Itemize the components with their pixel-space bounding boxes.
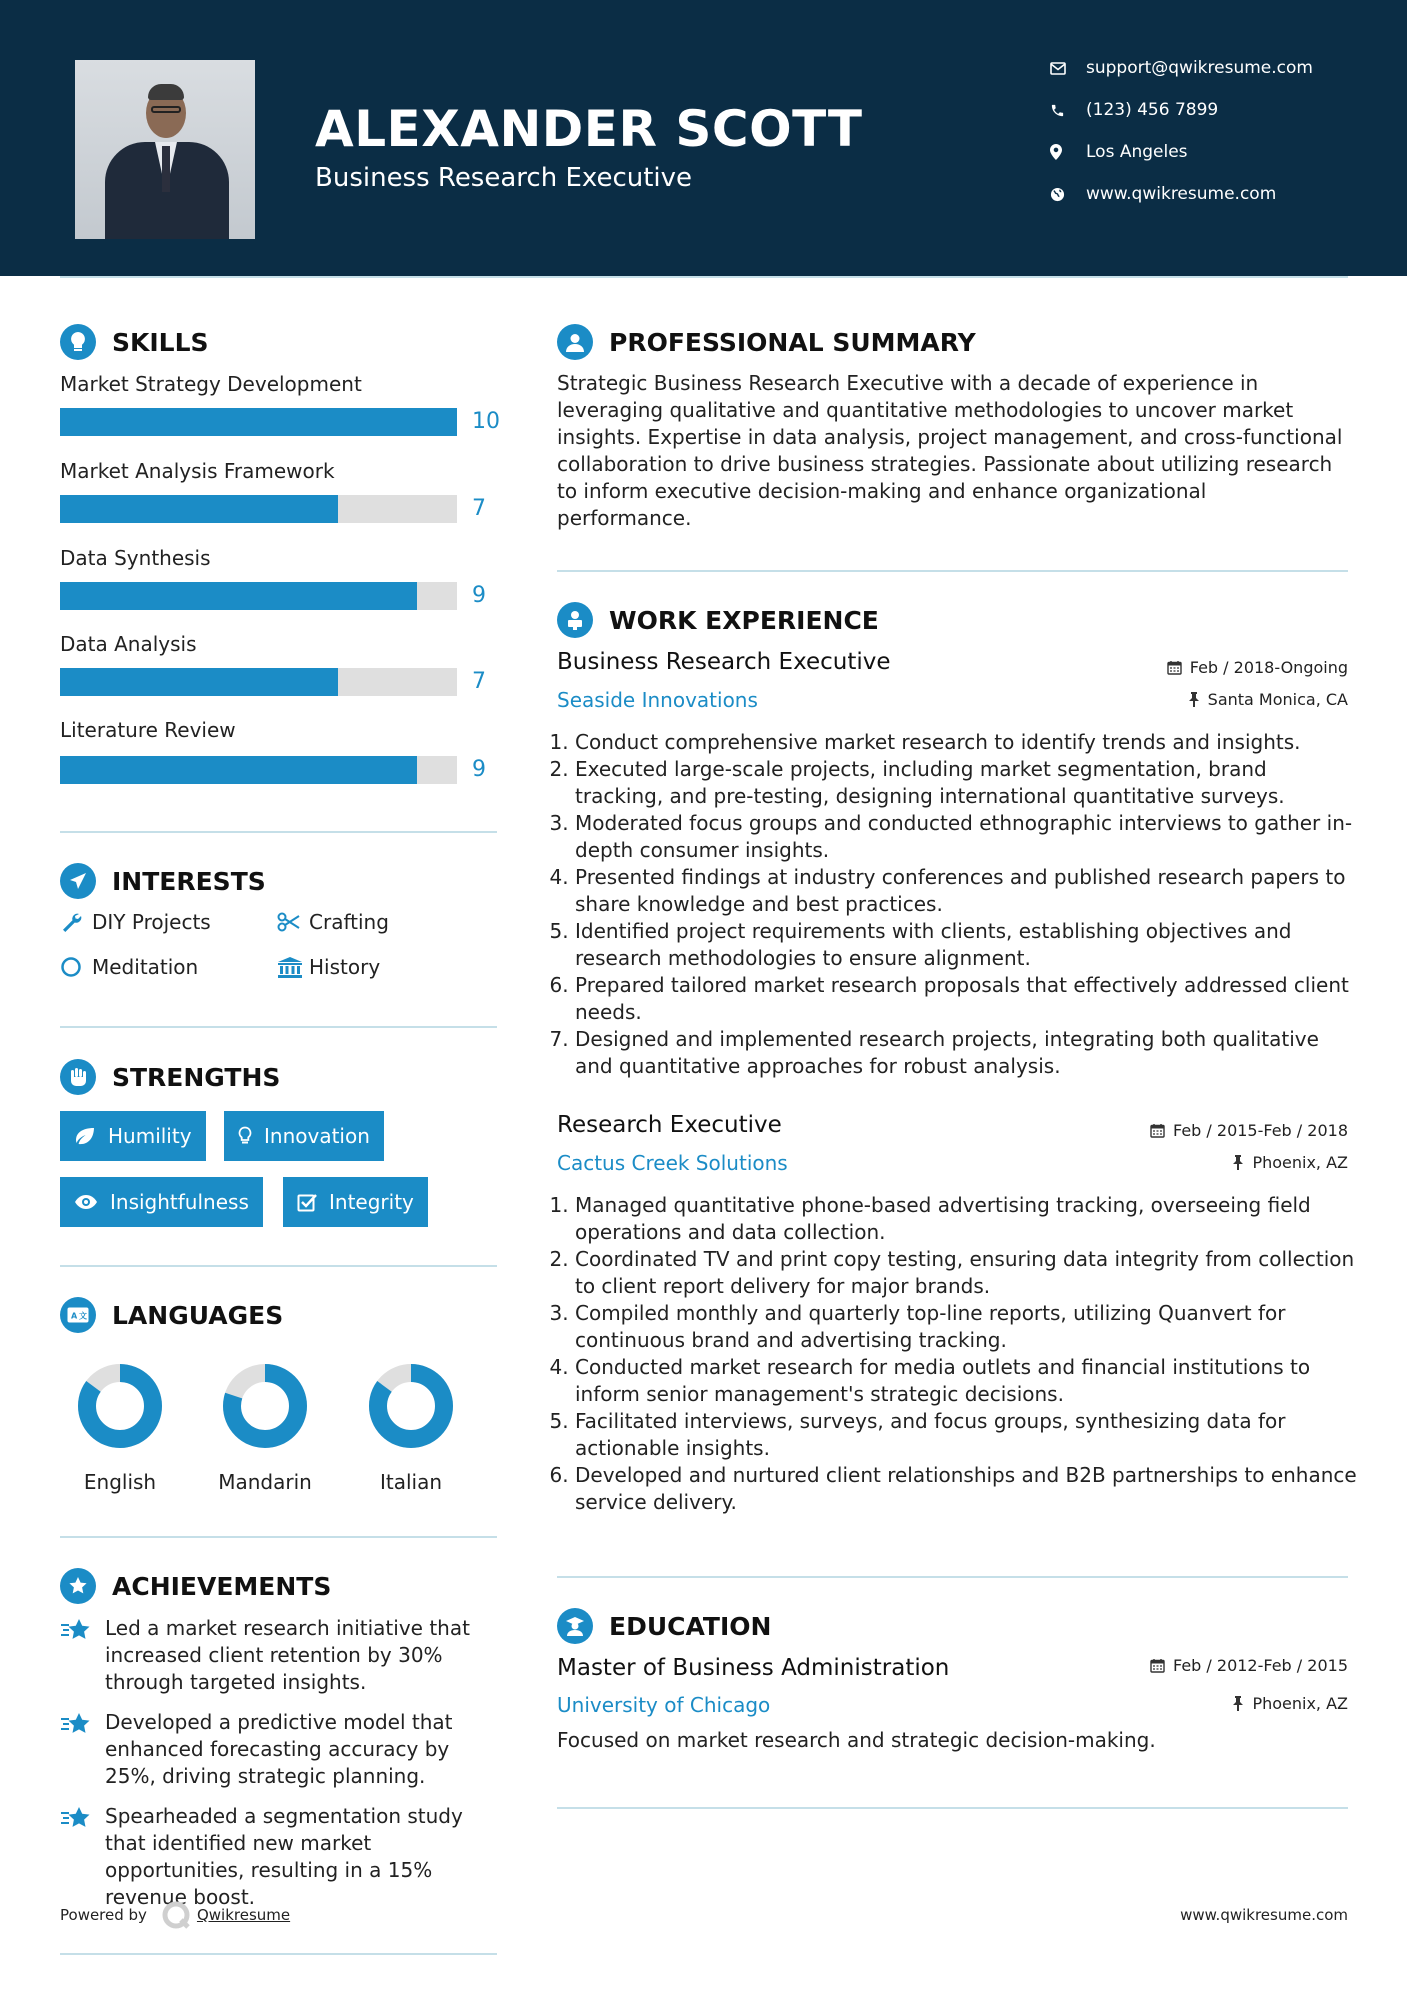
job-dates	[1167, 658, 1348, 677]
skill-bar	[60, 582, 457, 610]
job-dates-text: Feb / 2015-Feb / 2018	[1173, 1121, 1348, 1140]
section-divider	[557, 1576, 1348, 1578]
star-icon	[60, 1709, 105, 1790]
languages-heading	[60, 1297, 283, 1333]
strength-label: Innovation	[264, 1124, 370, 1148]
responsibility-item: 1. Managed quantitative phone-based advertising tracking, overseeing field operations and data collection.	[575, 1192, 1357, 1246]
strength-label: Insightfulness	[110, 1190, 249, 1214]
achievement-item	[60, 1615, 500, 1696]
qwikresume-logo-icon	[161, 1900, 191, 1930]
responsibility-item: 2. Coordinated TV and print copy testing, ensuring data integrity from collection to client report delivery for major brands.	[575, 1246, 1357, 1300]
language-name: English	[83, 1470, 157, 1494]
qwikresume-link[interactable]: Qwikresume	[196, 1906, 291, 1924]
contact-email-text: support@qwikresume.com	[1086, 58, 1313, 78]
skill-label: Literature Review	[60, 718, 236, 742]
education-heading	[557, 1608, 771, 1644]
check-square-icon	[297, 1192, 317, 1212]
job-responsibilities	[557, 729, 1357, 1080]
wrench-icon	[60, 911, 92, 933]
skills-heading-text: SKILLS	[112, 327, 209, 357]
contact-website-text: www.qwikresume.com	[1086, 184, 1277, 204]
skill-level: 7	[472, 669, 486, 694]
header-banner	[0, 0, 1407, 276]
achievements-heading-text: ACHIEVEMENTS	[112, 1571, 332, 1601]
interest-label: History	[309, 955, 381, 979]
achievement-text: Led a market research initiative that increased client retention by 30% through targeted insights.	[105, 1616, 470, 1694]
strength-label: Humility	[108, 1124, 192, 1148]
footer-website[interactable]: www.qwikresume.com	[1180, 1906, 1348, 1924]
experience-heading	[557, 602, 879, 638]
strength-tag	[60, 1177, 263, 1227]
skill-bar	[60, 408, 457, 436]
scissors-icon	[277, 912, 309, 932]
strength-tag	[224, 1111, 384, 1161]
job-location	[1188, 690, 1348, 709]
job-role: Research Executive	[557, 1112, 782, 1138]
language-item	[60, 1362, 180, 1494]
responsibility-item: 3. Moderated focus groups and conducted ethnographic interviews to gather in-depth consumer insights.	[575, 810, 1357, 864]
job-company: Seaside Innovations	[557, 688, 758, 712]
skill-bar-fill	[60, 495, 338, 523]
achievement-text: Developed a predictive model that enhanced forecasting accuracy by 25%, driving strategic planning.	[105, 1710, 453, 1788]
pushpin-icon	[1188, 692, 1200, 707]
section-divider	[60, 1536, 497, 1538]
contact-email[interactable]	[1050, 58, 1380, 78]
job-location-text: Santa Monica, CA	[1207, 690, 1348, 709]
job-dates-text: Feb / 2018-Ongoing	[1189, 658, 1348, 677]
experience-heading-text: WORK EXPERIENCE	[609, 605, 879, 635]
globe-icon	[1050, 187, 1086, 202]
circle-icon	[60, 956, 92, 978]
skill-bar-fill	[60, 668, 338, 696]
lightbulb-icon	[238, 1126, 252, 1146]
strength-label: Integrity	[329, 1190, 414, 1214]
language-item	[205, 1362, 325, 1494]
envelope-icon	[1050, 62, 1086, 75]
powered-by[interactable]	[60, 1900, 290, 1930]
calendar-icon	[1150, 1123, 1165, 1138]
education-dates-text: Feb / 2012-Feb / 2015	[1173, 1656, 1348, 1675]
job-location-text: Phoenix, AZ	[1252, 1153, 1348, 1172]
responsibility-item: 6. Developed and nurtured client relationships and B2B partnerships to enhance service delivery.	[575, 1462, 1357, 1516]
responsibility-item: 3. Compiled monthly and quarterly top-line reports, utilizing Quanvert for continuous brand and advertising tracking.	[575, 1300, 1357, 1354]
skills-heading	[60, 324, 209, 360]
section-divider	[557, 570, 1348, 572]
candidate-name: ALEXANDER SCOTT	[315, 100, 863, 158]
lightbulb-icon	[60, 324, 96, 360]
section-divider	[60, 1026, 497, 1028]
job-responsibilities	[557, 1192, 1357, 1516]
skill-label: Data Synthesis	[60, 546, 211, 570]
language-name: Mandarin	[218, 1470, 312, 1494]
strength-tag	[60, 1111, 206, 1161]
section-divider	[60, 831, 497, 833]
achievements-heading	[60, 1568, 331, 1604]
interest-item	[277, 955, 380, 979]
star-icon	[60, 1615, 105, 1696]
header-divider	[60, 276, 1348, 278]
education-heading-text: EDUCATION	[609, 1611, 772, 1641]
contact-location	[1050, 142, 1380, 162]
language-donut	[221, 1362, 309, 1450]
phone-icon	[1050, 103, 1086, 118]
calendar-icon	[1150, 1658, 1165, 1673]
skill-label: Market Analysis Framework	[60, 459, 335, 483]
skill-bar-fill	[60, 408, 457, 436]
skill-bar-fill	[60, 756, 417, 784]
fist-icon	[60, 1059, 96, 1095]
powered-by-text: Powered by	[60, 1906, 147, 1924]
candidate-title: Business Research Executive	[315, 163, 693, 193]
svg-text:文: 文	[79, 1311, 87, 1321]
section-divider	[60, 1953, 497, 1955]
summary-text: Strategic Business Research Executive with a decade of experience in leveraging qualitative and quantitative methodologies to uncover market insights. Expertise in data analysis, project management, and cross-functional collaboration to drive business strategies. Passionate about utilizing research to inform executive decision-making and enhance organizational performance.	[557, 371, 1343, 530]
interests-heading	[60, 863, 266, 899]
interest-label: Meditation	[92, 955, 199, 979]
star-badge-icon	[60, 1568, 96, 1604]
skill-level: 9	[472, 757, 486, 782]
skill-bar	[60, 756, 457, 784]
contact-website[interactable]	[1050, 184, 1380, 204]
contact-phone[interactable]	[1050, 100, 1380, 120]
job-dates	[1150, 1121, 1348, 1140]
map-pin-icon	[1050, 144, 1086, 160]
strength-tag	[283, 1177, 428, 1227]
summary-heading-text: PROFESSIONAL SUMMARY	[609, 327, 976, 357]
interest-label: DIY Projects	[92, 910, 211, 934]
responsibility-item: 4. Presented findings at industry conferences and published research papers to share knowledge and best practices.	[575, 864, 1357, 918]
responsibility-item: 2. Executed large-scale projects, including market segmentation, brand tracking, and pre-testing, designing international quantitative surveys.	[575, 756, 1357, 810]
graduate-icon	[557, 1608, 593, 1644]
skill-bar-fill	[60, 582, 417, 610]
responsibility-item: 1. Conduct comprehensive market research to identify trends and insights.	[575, 729, 1357, 756]
eye-icon	[74, 1194, 98, 1210]
language-donut	[76, 1362, 164, 1450]
strengths-heading	[60, 1059, 280, 1095]
skill-label: Data Analysis	[60, 632, 197, 656]
interest-label: Crafting	[309, 910, 389, 934]
leaf-icon	[74, 1127, 96, 1145]
education-school: University of Chicago	[557, 1693, 771, 1717]
job-company: Cactus Creek Solutions	[557, 1151, 788, 1175]
education-location-text: Phoenix, AZ	[1252, 1694, 1348, 1713]
language-donut	[367, 1362, 455, 1450]
skill-label: Market Strategy Development	[60, 372, 362, 396]
calendar-icon	[1167, 660, 1182, 675]
star-icon	[60, 1803, 105, 1911]
summary-heading	[557, 324, 976, 360]
pushpin-icon	[1232, 1155, 1244, 1170]
education-description: Focused on market research and strategic decision-making.	[557, 1728, 1156, 1752]
skill-level: 9	[472, 583, 486, 608]
education-dates	[1150, 1656, 1348, 1675]
responsibility-item: 5. Identified project requirements with clients, establishing objectives and research methodologies to ensure alignment.	[575, 918, 1357, 972]
responsibility-item: 5. Facilitated interviews, surveys, and focus groups, synthesizing data for actionable insights.	[575, 1408, 1357, 1462]
user-icon	[557, 324, 593, 360]
achievement-item	[60, 1709, 500, 1790]
language-item	[351, 1362, 471, 1494]
interest-item	[60, 910, 211, 934]
bank-icon	[277, 956, 309, 978]
svg-text:A: A	[71, 1311, 78, 1321]
responsibility-item: 4. Conducted market research for media outlets and financial institutions to inform senior management's strategic decisions.	[575, 1354, 1357, 1408]
paper-plane-icon	[60, 863, 96, 899]
briefcase-user-icon	[557, 602, 593, 638]
interests-heading-text: INTERESTS	[112, 866, 266, 896]
strengths-heading-text: STRENGTHS	[112, 1062, 281, 1092]
responsibility-item: 6. Prepared tailored market research proposals that effectively addressed client needs.	[575, 972, 1357, 1026]
skill-bar	[60, 668, 457, 696]
profile-photo	[75, 60, 255, 239]
language-name: Italian	[379, 1470, 443, 1494]
job-location	[1232, 1153, 1348, 1172]
section-divider	[557, 1807, 1348, 1809]
contact-location-text: Los Angeles	[1086, 142, 1188, 162]
skill-level: 10	[472, 409, 500, 434]
language-icon	[60, 1297, 96, 1333]
skill-bar	[60, 495, 457, 523]
skill-level: 7	[472, 496, 486, 521]
education-location	[1232, 1694, 1348, 1713]
interest-item	[277, 910, 389, 934]
interest-item	[60, 955, 198, 979]
section-divider	[60, 1265, 497, 1267]
achievement-text: Spearheaded a segmentation study that identified new market opportunities, resulting in a 15% revenue boost.	[105, 1804, 463, 1909]
contact-phone-text: (123) 456 7899	[1086, 100, 1219, 120]
pushpin-icon	[1232, 1696, 1244, 1711]
languages-heading-text: LANGUAGES	[112, 1300, 284, 1330]
responsibility-item: 7. Designed and implemented research projects, integrating both qualitative and quantitative approaches for robust analysis.	[575, 1026, 1357, 1080]
education-degree: Master of Business Administration	[557, 1655, 950, 1681]
job-role: Business Research Executive	[557, 649, 891, 675]
achievement-item	[60, 1803, 500, 1911]
